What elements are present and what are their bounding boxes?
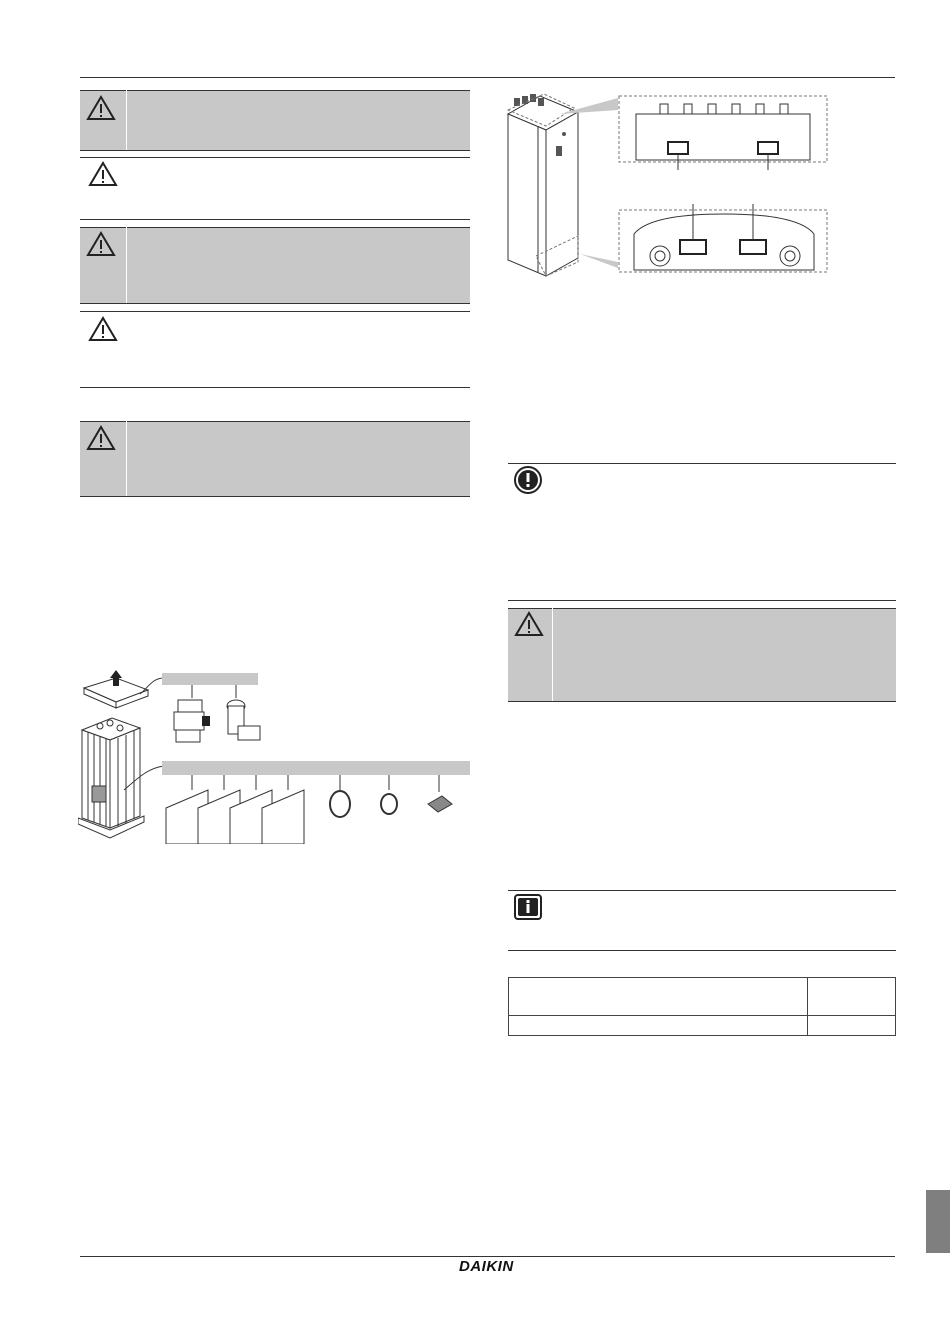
info-top-rule [508, 890, 896, 891]
warning-block-1 [80, 90, 470, 150]
header-rule [80, 77, 895, 78]
rule [80, 421, 470, 422]
warning-triangle-icon [86, 231, 116, 257]
accessories-illustration [78, 668, 472, 844]
rule [80, 150, 470, 151]
divider [126, 227, 127, 303]
warning-block-5 [80, 421, 470, 496]
warning-triangle-icon [88, 316, 118, 342]
unit-handles-illustration [500, 86, 832, 280]
rule [80, 219, 470, 220]
notice-bottom-rule [508, 600, 896, 601]
rule [80, 387, 470, 388]
divider [126, 90, 127, 150]
info-bottom-rule [508, 950, 896, 951]
divider [126, 421, 127, 496]
warning-triangle-icon [514, 611, 544, 637]
table-cell [509, 978, 808, 1016]
table-cell [808, 978, 896, 1016]
warning-block-3 [80, 227, 470, 303]
exclamation-circle-icon [513, 465, 543, 495]
info-icon [513, 893, 543, 921]
rule [80, 157, 470, 158]
notice-top-rule [508, 463, 896, 464]
table-cell [509, 1016, 808, 1036]
chapter-side-tab [926, 1190, 950, 1253]
table-cell [808, 1016, 896, 1036]
footer-rule [80, 1256, 895, 1257]
rule [80, 90, 470, 91]
rule [80, 496, 470, 497]
warning-triangle-icon [86, 95, 116, 121]
spec-table [508, 977, 896, 1036]
rule [508, 701, 896, 702]
table-row [509, 978, 896, 1016]
warning-triangle-icon [86, 425, 116, 451]
rule [80, 303, 470, 304]
rule [508, 608, 896, 609]
rule [80, 227, 470, 228]
table-row [509, 1016, 896, 1036]
brand-logo: DAIKIN [459, 1258, 514, 1275]
warning-triangle-icon [88, 161, 118, 187]
warning-block-right [508, 608, 896, 701]
divider [552, 608, 553, 701]
rule [80, 311, 470, 312]
